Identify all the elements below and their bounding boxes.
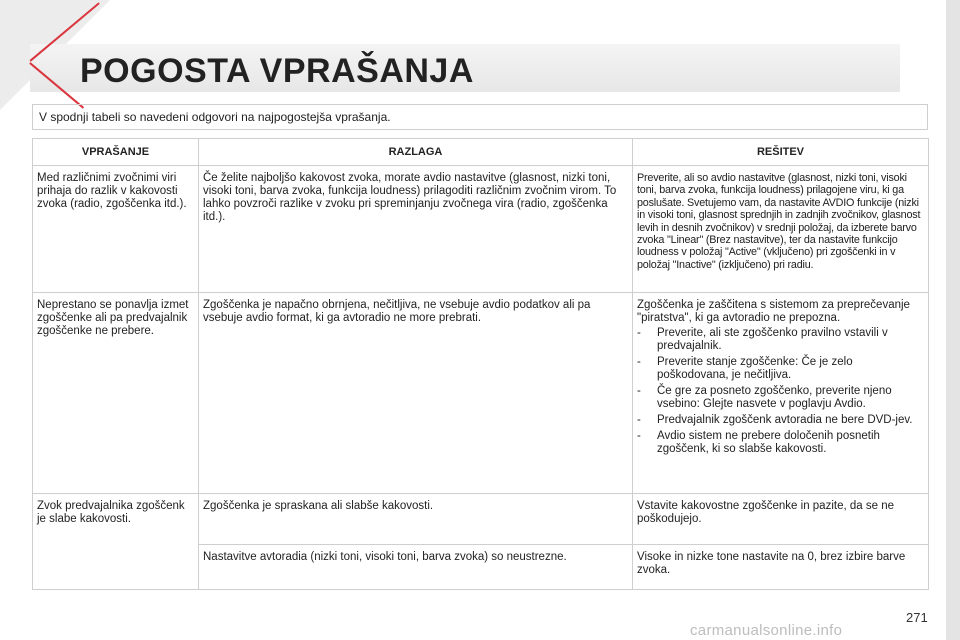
list-item: - Če gre za posneto zgoščenko, preverite njeno vsebino: Glejte nasvete v poglavju Avdio. (637, 385, 892, 410)
question-cell: Med različnimi zvočnimi viri prihaja do razlik v kakovosti zvoka (radio, zgoščenka itd.). (33, 166, 199, 293)
solution-cell: Visoke in nizke tone nastavite na 0, brez izbire barve zvoka. (633, 545, 929, 590)
explanation-cell: Nastavitve avtoradia (nizki toni, visoki toni, barva zvoka) so neustrezne. (199, 545, 633, 590)
header-solution: REŠITEV (633, 139, 929, 166)
explanation-cell: Zgoščenka je napačno obrnjena, nečitljiva, ne vsebuje avdio podatkov ali pa vsebuje avdio format, ki ga avtoradio ne more prebrati. (199, 293, 633, 494)
header-explanation: RAZLAGA (199, 139, 633, 166)
question-cell: Neprestano se ponavlja izmet zgoščenke ali pa predvajalnik zgoščenke ne prebere. (33, 293, 199, 494)
page-number: 271 (906, 610, 928, 625)
list-item: - Avdio sistem ne prebere določenih posnetih zgoščenk, ki so slabše kakovosti. (637, 430, 880, 455)
page-title: POGOSTA VPRAŠANJA (80, 52, 474, 90)
list-item: - Preverite stanje zgoščenke: Če je zelo poškodovana, je nečitljiva. (637, 356, 853, 381)
faq-table (32, 138, 929, 590)
list-item: - Preverite, ali ste zgoščenko pravilno vstavili v predvajalnik. (637, 327, 888, 352)
table-row (33, 494, 929, 545)
solution-list (637, 327, 924, 456)
intro-text: V spodnji tabeli so navedeni odgovori na najpogostejša vprašanja. (32, 104, 928, 130)
table-row (33, 293, 929, 494)
list-item: - Predvajalnik zgoščenk avtoradia ne bere DVD-jev. (637, 414, 913, 426)
table-row (33, 166, 929, 293)
explanation-cell: Zgoščenka je spraskana ali slabše kakovosti. (199, 494, 633, 545)
table-header-row (33, 139, 929, 166)
explanation-cell: Če želite najboljšo kakovost zvoka, morate avdio nastavitve (glasnost, nizki toni, visoki toni, barva zvoka, funkcija loudness) prilagoditi različnim zvočnim virom. To lahko povzroči razlike v zvoku pri spreminjanju zvočnega vira (radio, zgoščenka itd.). (199, 166, 633, 293)
watermark: carmanualsonline.info (690, 622, 843, 639)
solution-cell: Vstavite kakovostne zgoščenke in pazite, da se ne poškodujejo. (633, 494, 929, 545)
page-edge-strip (946, 0, 960, 640)
solution-cell: Preverite, ali so avdio nastavitve (glasnost, nizki toni, visoki toni, barva zvoka, funkcija loudness) prilagojene viru, ki ga poslušate. Svetujemo vam, da nastavite AVDIO funkcije (nizki in visoki toni, glasnost sprednjih in zadnjih zvočnikov, glasnost levih in desnih zvočnikov) v srednji položaj, da izberete barvo zvoka "Linear" (Brez nastavitve), ter da nastavite funkcijo loudness v položaj "Active" (vključeno) pri zgoščenki in v položaj "Inactive" (izključeno) pri radiu. (633, 166, 929, 293)
solution-intro: Zgoščenka je zaščitena s sistemom za preprečevanje "piratstva", ki ga avtoradio ne prepozna. (637, 299, 910, 324)
question-cell: Zvok predvajalnika zgoščenk je slabe kakovosti. (33, 494, 199, 590)
header-question: VPRAŠANJE (33, 139, 199, 166)
solution-cell (633, 293, 929, 494)
